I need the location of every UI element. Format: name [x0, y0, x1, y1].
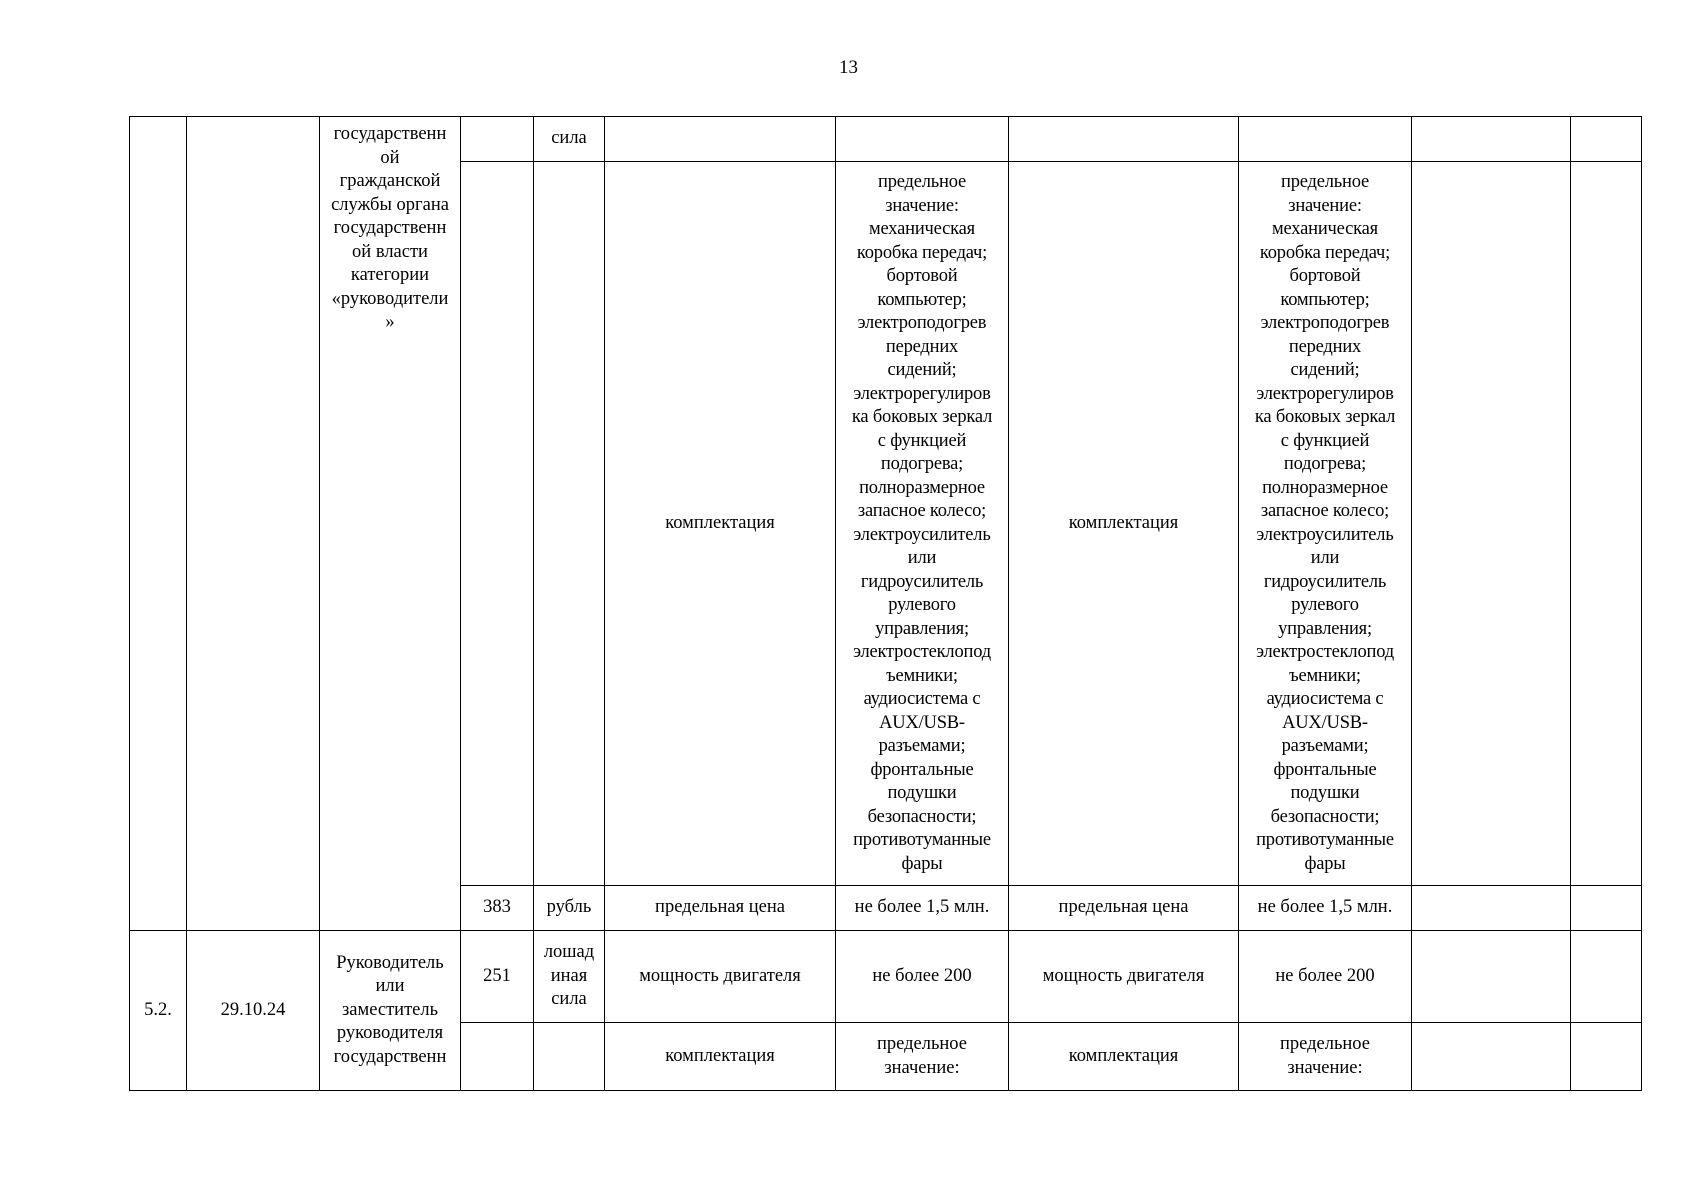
- cell-extra-2: [1571, 162, 1642, 886]
- cell-characteristic: комплектация: [605, 162, 836, 886]
- cell-characteristic-2: предельная цена: [1009, 886, 1239, 931]
- position-text: Руководитель или заместитель руководителя государственн: [333, 952, 447, 1067]
- cell-value-2: не более 200: [1239, 931, 1412, 1023]
- cell-characteristic-2: мощность двигателя: [1009, 931, 1239, 1023]
- cell-unit: [534, 1023, 605, 1091]
- cell-characteristic-2: [1009, 117, 1239, 162]
- cell-characteristic: [605, 117, 836, 162]
- cell-extra-1: [1412, 117, 1571, 162]
- cell-unit: [534, 162, 605, 886]
- cell-code: [461, 1023, 534, 1091]
- value-text: предельное значение:: [877, 1034, 967, 1078]
- cell-date: 29.10.24: [187, 931, 320, 1091]
- cell-position: [320, 931, 461, 1091]
- page-number: 13: [839, 57, 858, 78]
- cell-characteristic: комплектация: [605, 1023, 836, 1091]
- cell-code: 383: [461, 886, 534, 931]
- unit-text: лошад иная сила: [543, 942, 595, 1010]
- cell-unit: рубль: [534, 886, 605, 931]
- cell-number: 5.2.: [130, 931, 187, 1091]
- table-row: [130, 117, 1642, 162]
- cell-value: [836, 117, 1009, 162]
- value-2-text: предельное значение: механическая коробка передач; бортовой компьютер; электроподогрев передних сидений; электрорегулиров ка боковых зеркал с функцией подогрева; полноразмерное запасное колесо; электроусилитель или гидроусилитель рулевого управления; электростеклопод ъемники; аудиосистема с AUX/USB- разъемами; фронтальные подушки безопасности; противотуманные фары: [1254, 172, 1396, 874]
- cell-extra-2: [1571, 1023, 1642, 1091]
- cell-extra-2: [1571, 931, 1642, 1023]
- cell-extra-2: [1571, 117, 1642, 162]
- cell-characteristic: предельная цена: [605, 886, 836, 931]
- cell-unit: [534, 931, 605, 1023]
- cell-value-2: не более 1,5 млн.: [1239, 886, 1412, 931]
- value-2-text: предельное значение:: [1280, 1034, 1370, 1078]
- cell-characteristic-2: комплектация: [1009, 1023, 1239, 1091]
- value-text: предельное значение: механическая коробка передач; бортовой компьютер; электроподогрев передних сидений; электрорегулиров ка боковых зеркал с функцией подогрева; полноразмерное запасное колесо; электроусилитель или гидроусилитель рулевого управления; электростеклопод ъемники; аудиосистема с AUX/USB- разъемами; фронтальные подушки безопасности; противотуманные фары: [851, 172, 993, 874]
- cell-characteristic: мощность двигателя: [605, 931, 836, 1023]
- table-row: [130, 931, 1642, 1023]
- cell-date: [187, 117, 320, 931]
- cell-value: [836, 162, 1009, 886]
- cell-extra-1: [1412, 162, 1571, 886]
- cell-extra-1: [1412, 931, 1571, 1023]
- cell-code: [461, 117, 534, 162]
- cell-extra-1: [1412, 1023, 1571, 1091]
- cell-value-2: [1239, 117, 1412, 162]
- cell-unit: сила: [534, 117, 605, 162]
- cell-code: [461, 162, 534, 886]
- cell-code: 251: [461, 931, 534, 1023]
- cell-value: не более 200: [836, 931, 1009, 1023]
- cell-extra-2: [1571, 886, 1642, 931]
- cell-extra-1: [1412, 886, 1571, 931]
- cell-value-2: [1239, 1023, 1412, 1091]
- position-text: государственн ой гражданской службы органа государственн ой власти категории «руководители »: [331, 124, 449, 332]
- cell-value: не более 1,5 млн.: [836, 886, 1009, 931]
- requirements-table: [129, 116, 1642, 1091]
- cell-value-2: [1239, 162, 1412, 886]
- cell-position: [320, 117, 461, 931]
- cell-value: [836, 1023, 1009, 1091]
- cell-characteristic-2: комплектация: [1009, 162, 1239, 886]
- cell-number: [130, 117, 187, 931]
